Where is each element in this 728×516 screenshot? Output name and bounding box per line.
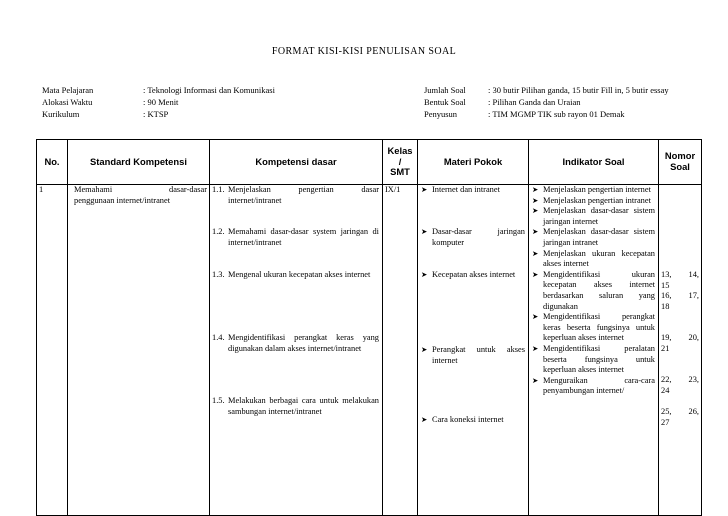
arrow-bullet-icon: ➤ — [421, 345, 428, 354]
nomor-line — [661, 291, 699, 302]
materi-item — [421, 185, 525, 196]
indikator-item — [532, 206, 655, 227]
kisi-kisi-table — [36, 139, 702, 516]
kd-number: 1.4. — [212, 333, 225, 342]
meta-row — [424, 84, 669, 96]
meta-value: : Teknologi Informasi dan Komunikasi — [143, 85, 275, 95]
arrow-bullet-icon: ➤ — [532, 227, 539, 237]
standard-line: penggunaan internet/intranet — [74, 195, 171, 205]
arrow-bullet-icon: ➤ — [532, 375, 539, 385]
materi-text: Internet dan intranet — [432, 185, 500, 194]
indikator-item — [532, 270, 655, 312]
meta-row — [42, 84, 275, 96]
arrow-bullet-icon: ➤ — [532, 248, 539, 258]
indikator-item — [532, 249, 655, 270]
indikator-text: Menjelaskan dasar-dasar sistem jaringan intranet — [543, 227, 655, 247]
header-kelas-line: SMT — [390, 166, 410, 178]
header-kelas — [383, 140, 418, 185]
arrow-bullet-icon: ➤ — [421, 185, 428, 194]
nomor-value: 22, — [661, 375, 672, 384]
arrow-bullet-icon: ➤ — [421, 270, 428, 279]
cell-no: 1 — [37, 185, 68, 516]
indikator-text: Menjelaskan dasar-dasar sistem jaringan internet — [543, 206, 655, 226]
arrow-bullet-icon: ➤ — [532, 312, 539, 322]
header-kompetensi: Kompetensi dasar — [210, 140, 383, 185]
indikator-list — [532, 185, 655, 397]
meta-label: Jumlah Soal — [424, 85, 466, 95]
nomor-value: 19, — [661, 333, 672, 342]
cell-standard — [68, 185, 210, 516]
nomor-value: 13, — [661, 270, 672, 279]
arrow-bullet-icon: ➤ — [532, 195, 539, 205]
nomor-value: 16, — [661, 291, 672, 300]
meta-row — [42, 108, 275, 120]
indikator-text: Mengidentifikasi perangkat keras beserta fungsinya untuk keperluan akses internet — [543, 312, 655, 343]
meta-row — [424, 108, 669, 120]
meta-label: Mata Pelajaran — [42, 85, 94, 95]
materi-item — [421, 415, 525, 426]
materi-text: Cara koneksi internet — [432, 415, 504, 424]
indikator-item — [532, 376, 655, 397]
kd-text: Memahami dasar-dasar system jaringan di internet/intranet — [228, 227, 379, 247]
meta-row — [42, 96, 275, 108]
cell-kompetensi — [210, 185, 383, 516]
indikator-text: Mengidentifikasi ukuran kecepatan akses internet berdasarkan saluran yang digunakan — [543, 269, 655, 311]
meta-value: : Pilihan Ganda dan Uraian — [488, 97, 581, 107]
indikator-item — [532, 344, 655, 376]
nomor-line — [661, 407, 699, 418]
kd-item — [212, 270, 379, 281]
nomor-value: 20, — [688, 333, 699, 342]
meta-right — [424, 84, 669, 120]
cell-nomor — [659, 185, 702, 516]
arrow-bullet-icon: ➤ — [532, 343, 539, 353]
indikator-item — [532, 196, 655, 207]
arrow-bullet-icon: ➤ — [532, 269, 539, 279]
header-kelas-line: Kelas — [387, 145, 413, 157]
materi-text: Dasar-dasar jaringan komputer — [432, 227, 525, 247]
kd-number: 1.1. — [212, 185, 225, 194]
arrow-bullet-icon: ➤ — [532, 185, 539, 194]
meta-value: : 90 Menit — [143, 97, 179, 107]
indikator-item — [532, 312, 655, 344]
cell-materi — [418, 185, 529, 516]
header-row — [37, 140, 702, 185]
indikator-text: Menjelaskan ukuran kecepatan akses internet — [543, 248, 655, 269]
meta-value: : TIM MGMP TIK sub rayon 01 Demak — [488, 109, 625, 119]
nomor-group — [661, 407, 699, 428]
nomor-value: 24 — [661, 385, 670, 395]
nomor-value: 21 — [661, 343, 670, 353]
nomor-group — [661, 270, 699, 291]
kd-item — [212, 333, 379, 354]
arrow-bullet-icon: ➤ — [421, 227, 428, 236]
meta-value: : 30 butir Pilihan ganda, 15 butir Fill in, 5 butir essay — [488, 85, 669, 95]
nomor-value: 14, — [688, 270, 699, 279]
header-materi: Materi Pokok — [418, 140, 529, 185]
nomor-value: 17, — [688, 291, 699, 300]
nomor-value: 23, — [688, 375, 699, 384]
nomor-value: 25, — [661, 407, 672, 416]
kd-text: Menjelaskan pengertian dasar internet/intranet — [228, 185, 379, 205]
kd-item — [212, 396, 379, 417]
nomor-line — [661, 270, 699, 281]
nomor-value: 27 — [661, 417, 670, 427]
meta-row — [424, 96, 669, 108]
nomor-group — [661, 333, 699, 354]
kd-item — [212, 227, 379, 248]
indikator-item — [532, 227, 655, 248]
kd-item — [212, 185, 379, 206]
nomor-value: 18 — [661, 301, 670, 311]
meta-left — [42, 84, 275, 120]
kd-text: Mengidentifikasi perangkat keras yang digunakan dalam akses internet/intranet — [228, 333, 379, 353]
header-standard: Standard Kompetensi — [68, 140, 210, 185]
indikator-text: Mengidentifikasi peralatan beserta fungsinya untuk keperluan akses internet — [543, 343, 655, 375]
materi-text: Perangkat untuk akses internet — [432, 345, 525, 365]
kd-text: Melakukan berbagai cara untuk melakukan sambungan internet/intranet — [228, 396, 379, 416]
arrow-bullet-icon: ➤ — [421, 415, 428, 424]
header-no: No. — [37, 140, 68, 185]
indikator-text: Menjelaskan pengertian intranet — [543, 195, 651, 205]
header-kelas-line: / — [398, 155, 402, 167]
materi-item — [421, 345, 525, 366]
indikator-text: Menguraikan cara-cara penyambungan internet/ — [543, 375, 655, 396]
header-nomor — [659, 140, 702, 185]
kd-number: 1.2. — [212, 227, 225, 236]
meta-value: : KTSP — [143, 109, 169, 119]
nomor-line — [661, 375, 699, 386]
standard-line: Memahami dasar-dasar — [74, 185, 207, 194]
header-indikator: Indikator Soal — [529, 140, 659, 185]
cell-kelas: IX/1 — [383, 185, 418, 516]
nomor-value: 15 — [661, 280, 670, 290]
header-nomor-line: Soal — [670, 161, 690, 172]
nomor-group — [661, 291, 699, 312]
kd-number: 1.5. — [212, 396, 225, 405]
kd-number: 1.3. — [212, 270, 225, 279]
cell-indikator — [529, 185, 659, 516]
indikator-text: Menjelaskan pengertian internet — [543, 185, 651, 194]
materi-text: Kecepatan akses internet — [432, 270, 516, 279]
arrow-bullet-icon: ➤ — [532, 206, 539, 216]
meta-label: Penyusun — [424, 109, 458, 119]
nomor-group — [661, 375, 699, 396]
kd-text: Mengenal ukuran kecepatan akses internet — [228, 270, 371, 279]
document-title: FORMAT KISI-KISI PENULISAN SOAL — [271, 46, 457, 57]
materi-item — [421, 270, 525, 281]
nomor-value: 26, — [688, 407, 699, 416]
materi-item — [421, 227, 525, 248]
meta-label: Alokasi Waktu — [42, 97, 93, 107]
indikator-item — [532, 185, 655, 196]
table-row — [37, 185, 702, 516]
nomor-line — [661, 333, 699, 344]
meta-label: Bentuk Soal — [424, 97, 466, 107]
meta-label: Kurikulum — [42, 109, 80, 119]
header-nomor-line: Nomor — [664, 150, 696, 162]
